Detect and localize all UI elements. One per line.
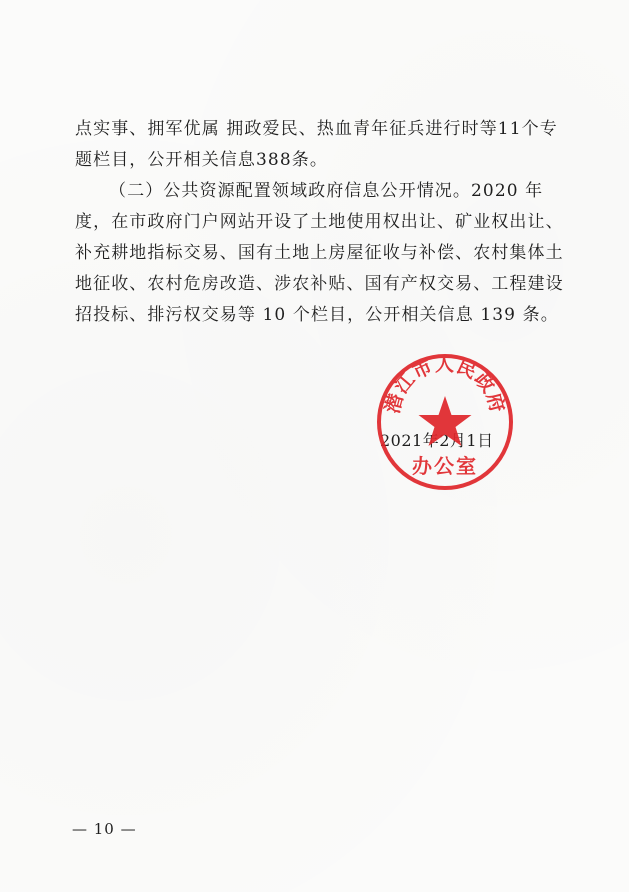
seal-star-icon [419, 396, 472, 446]
body-paragraph-1: 点实事、拥军优属 拥政爱民、热血青年征兵进行时等11个专题栏目，公开相关信息388条。 [75, 119, 558, 170]
page-number: — 10 — [72, 820, 137, 838]
seal-bottom-text: 办公室 [412, 454, 478, 478]
body-paragraph-2: （二）公共资源配置领域政府信息公开情况。2020 年度，在市政府门户网站开设了土地使用权出让、矿业权出让、补充耕地指标交易、国有土地上房屋征收与补偿、农村集体土地征收、农村危房改造、涉农补贴、国有产权交易、工程建设招投标、排污权交易等 10 个栏目，公开相关信息 139 条。 [75, 181, 564, 325]
official-seal [375, 352, 515, 492]
issue-date: 2021年2月1日 [380, 431, 494, 450]
seal-top-text: 潜江市人民政府 [381, 353, 509, 416]
